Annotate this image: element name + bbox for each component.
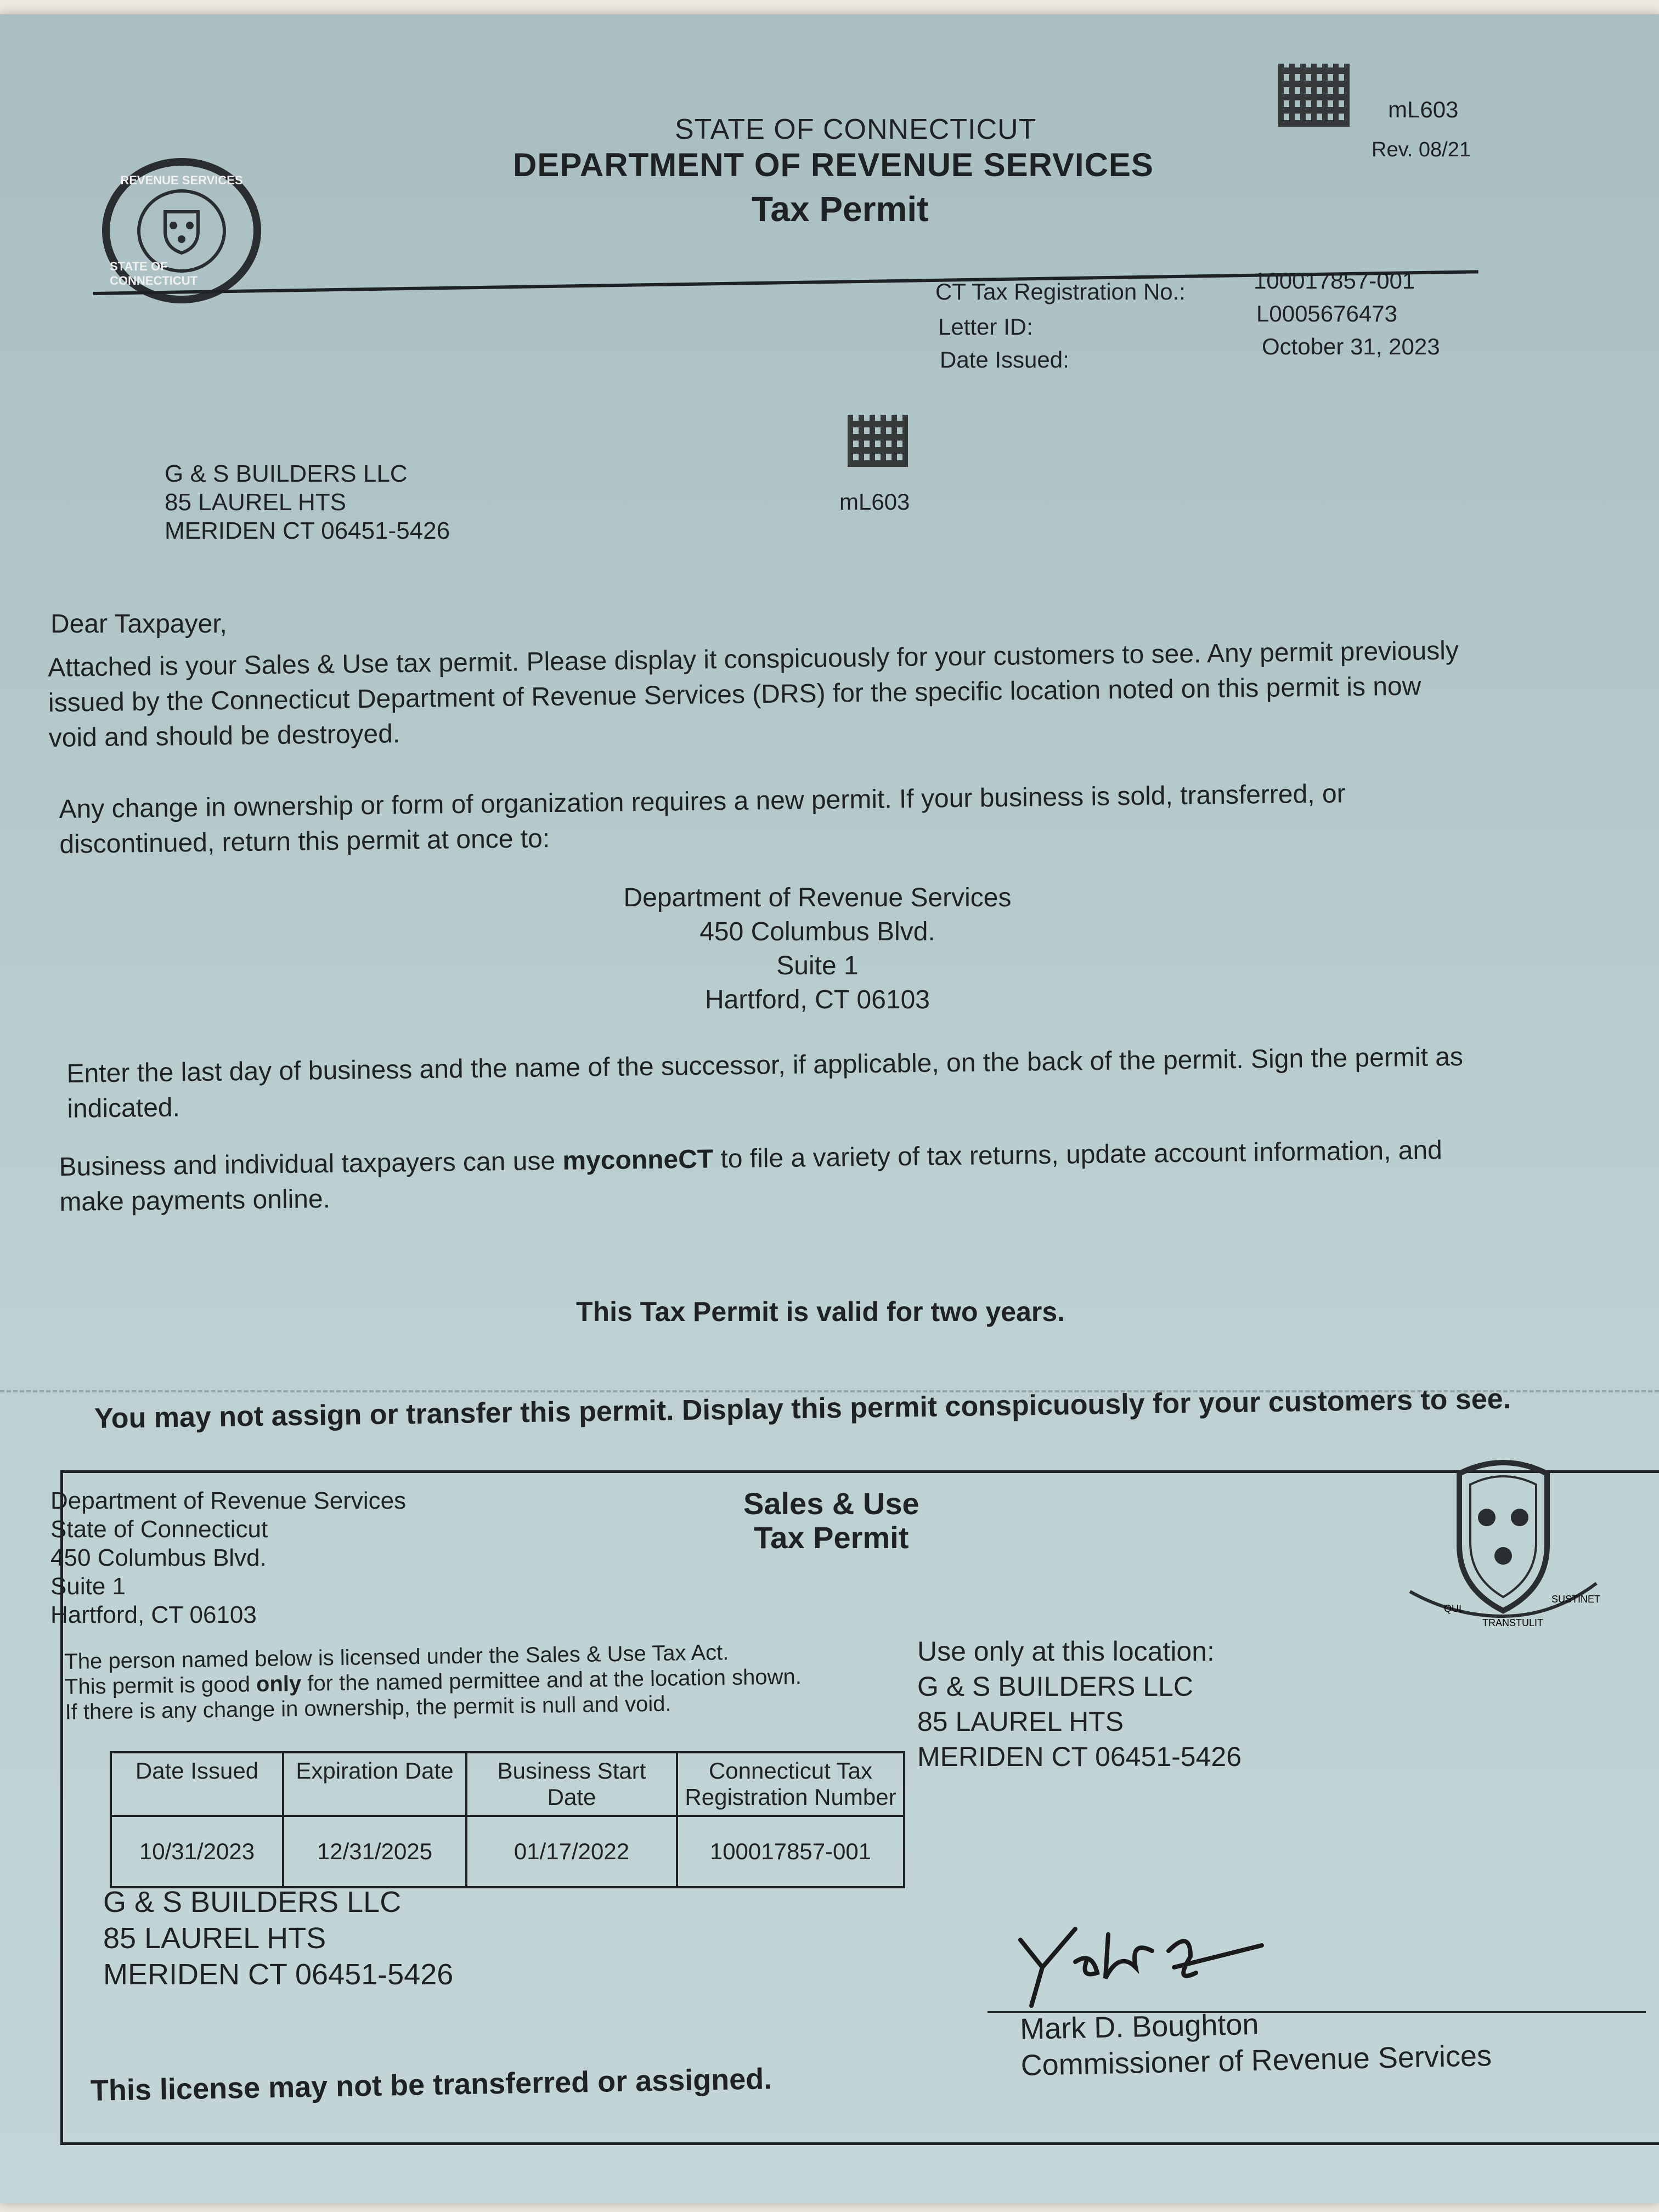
crest-motto-right: SUSTINET [1551, 1594, 1601, 1605]
return-address-line: 450 Columbus Blvd. [699, 917, 935, 946]
recipient-form-code: mL603 [839, 489, 910, 515]
permit-title-line-1: Sales & Use [743, 1486, 919, 1521]
table-cell-date-issued: 10/31/2023 [111, 1816, 283, 1887]
table-header: Date Issued [111, 1752, 283, 1816]
permit-title [743, 1487, 919, 1555]
return-address [571, 881, 1064, 1017]
page-title: Tax Permit [752, 189, 929, 229]
permit-footer: This license may not be transferred or assigned. [90, 2062, 772, 2107]
letter-id-value: L0005676473 [1256, 301, 1397, 326]
seal-text-top: REVENUE SERVICES [120, 173, 243, 187]
permit-notice-line-1: The person named below is licensed under the Sales & Use Tax Act. [64, 1640, 729, 1674]
return-address-line: Suite 1 [776, 951, 859, 980]
issuer-line: Suite 1 [50, 1573, 126, 1600]
recipient-address [165, 460, 450, 545]
signer-name: Mark D. Boughton [1019, 2007, 1260, 2046]
return-address-line: Department of Revenue Services [623, 883, 1012, 912]
permittee-line: 85 LAUREL HTS [103, 1922, 326, 1955]
form-revision: Rev. 08/21 [1372, 138, 1471, 161]
issuer-line: Department of Revenue Services [50, 1487, 407, 1514]
permit-details-table [110, 1751, 905, 1888]
paragraph-4-text: to file a variety of tax returns, update account information, and [713, 1136, 1443, 1174]
date-issued-label: Date Issued: [940, 347, 1069, 373]
paragraph-2 [59, 774, 1595, 862]
signer-title: Commissioner of Revenue Services [1020, 2039, 1492, 2082]
location-line: 85 LAUREL HTS [917, 1706, 1124, 1737]
paragraph-1-line-2: issued by the Connecticut Department of Revenue Services (DRS) for the specific location noted on this permit is now [48, 672, 1421, 718]
paragraph-1-line-3: void and should be destroyed. [48, 719, 400, 753]
paragraph-1-line-1: Attached is your Sales & Use tax permit. Please display it conspicuously for your customers to see. Any permit previously [47, 636, 1459, 683]
table-cell-registration-number: 100017857-001 [677, 1816, 904, 1887]
paragraph-3 [66, 1038, 1603, 1127]
return-address-line: Hartford, CT 06103 [705, 985, 930, 1014]
permittee-line: G & S BUILDERS LLC [103, 1886, 402, 1918]
table-header-row [111, 1752, 904, 1816]
paragraph-1 [48, 632, 1585, 756]
permit-notice-text: This permit is good [64, 1672, 257, 1699]
state-name: STATE OF CONNECTICUT [675, 114, 1037, 145]
permittee-address [103, 1884, 453, 1993]
paragraph-3-line-2: indicated. [67, 1093, 180, 1124]
location-label: Use only at this location: [917, 1636, 1215, 1667]
seal-text-bottom: STATE OF CONNECTICUT [110, 259, 198, 287]
connecticut-crest-icon [1404, 1452, 1602, 1638]
issuer-line: Hartford, CT 06103 [50, 1601, 257, 1628]
datamatrix-code-icon [848, 415, 908, 467]
crest-motto-left: QUI [1444, 1603, 1462, 1614]
table-row [111, 1816, 904, 1887]
recipient-city: MERIDEN CT 06451-5426 [165, 517, 450, 544]
signature-icon [1009, 1918, 1284, 2017]
recipient-street: 85 LAUREL HTS [165, 489, 346, 516]
location-line: MERIDEN CT 06451-5426 [917, 1741, 1242, 1772]
form-code: mL603 [1388, 97, 1459, 122]
issuer-address [50, 1487, 406, 1629]
permit-location [917, 1634, 1242, 1774]
paragraph-4-text: Business and individual taxpayers can use [59, 1146, 563, 1182]
validity-note: This Tax Permit is valid for two years. [576, 1296, 1065, 1327]
greeting: Dear Taxpayer, [50, 610, 227, 639]
paragraph-4-line-2: make payments online. [59, 1184, 331, 1217]
issuer-line: 450 Columbus Blvd. [50, 1544, 267, 1571]
crest-motto-mid: TRANSTULIT [1482, 1617, 1544, 1628]
permittee-line: MERIDEN CT 06451-5426 [103, 1958, 454, 1991]
recipient-name: G & S BUILDERS LLC [165, 460, 408, 487]
permit-letter-paper [0, 14, 1659, 2203]
letter-id-label: Letter ID: [938, 314, 1033, 340]
paragraph-2-line-2: discontinued, return this permit at once to: [59, 824, 550, 859]
permit-notice-text: for the named permittee and at the location shown. [301, 1664, 802, 1696]
issuer-line: State of Connecticut [50, 1516, 268, 1543]
state-seal-icon [102, 158, 261, 303]
permit-notice [64, 1639, 802, 1725]
department-name: DEPARTMENT OF REVENUE SERVICES [513, 146, 1154, 183]
paragraph-4 [59, 1131, 1595, 1220]
table-header: Expiration Date [283, 1752, 466, 1816]
reg-number-label: CT Tax Registration No.: [935, 279, 1186, 304]
date-issued-value: October 31, 2023 [1262, 334, 1440, 359]
reg-number-value: 100017857-001 [1254, 268, 1415, 294]
permit-banner: You may not assign or transfer this permit. Display this permit conspicuously for your customers to see. [94, 1383, 1511, 1435]
qr-code-icon [1278, 64, 1350, 127]
table-header: Business Start Date [466, 1752, 677, 1816]
location-line: G & S BUILDERS LLC [917, 1671, 1193, 1702]
paragraph-3-line-1: Enter the last day of business and the name of the successor, if applicable, on the back of the permit. Sign the permit as [66, 1042, 1464, 1089]
permit-notice-emphasis: only [256, 1671, 302, 1697]
signer [1020, 2001, 1492, 2084]
myconnect-link-text: myconneCT [562, 1144, 714, 1176]
table-cell-expiration-date: 12/31/2025 [283, 1816, 466, 1887]
paragraph-2-line-1: Any change in ownership or form of organization requires a new permit. If your business is sold, transferred, or [59, 779, 1346, 825]
table-header: Connecticut Tax Registration Number [677, 1752, 904, 1816]
permit-notice-line-3: If there is any change in ownership, the permit is null and void. [65, 1691, 672, 1724]
permit-title-line-2: Tax Permit [754, 1520, 909, 1555]
table-cell-business-start-date: 01/17/2022 [466, 1816, 677, 1887]
